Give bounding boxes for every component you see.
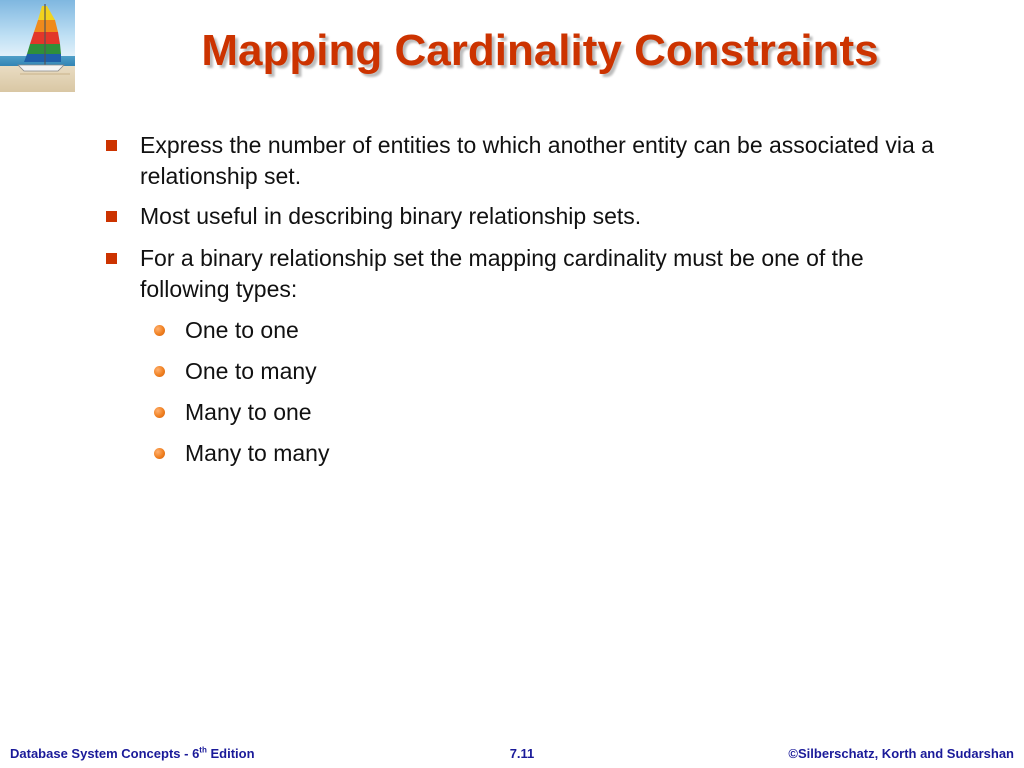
round-bullet-icon xyxy=(154,407,165,418)
slide-footer xyxy=(0,744,1024,766)
sub-bullet-item xyxy=(185,315,885,346)
slide-title: Mapping Cardinality Constraints xyxy=(201,26,879,75)
footer-page-number: 7.11 xyxy=(509,746,535,761)
square-bullet-icon xyxy=(106,253,117,264)
round-bullet-icon xyxy=(154,448,165,459)
sub-bullet-text: Many to many xyxy=(185,440,330,466)
footer-book-title-sup: th xyxy=(199,745,207,755)
bullet-text: Express the number of entities to which another entity can be associated via a relationship set. xyxy=(140,132,934,189)
sub-bullet-item xyxy=(185,397,885,428)
bullet-text: Most useful in describing binary relationship sets. xyxy=(140,203,642,229)
bullet-text: For a binary relationship set the mapping cardinality must be one of the following types: xyxy=(140,245,864,302)
bullet-item xyxy=(140,130,940,192)
footer-book-title-prefix: Database System Concepts - 6 xyxy=(10,746,200,761)
sub-bullet-text: Many to one xyxy=(185,399,312,425)
square-bullet-icon xyxy=(106,140,117,151)
bullet-item xyxy=(140,243,940,305)
footer-book-title xyxy=(10,744,255,764)
round-bullet-icon xyxy=(154,325,165,336)
sub-bullet-text: One to many xyxy=(185,358,317,384)
square-bullet-icon xyxy=(106,211,117,222)
footer-book-title-suffix: Edition xyxy=(206,746,255,761)
sub-bullet-item xyxy=(185,356,885,387)
bullet-item xyxy=(140,201,940,232)
sub-bullet-item xyxy=(185,438,885,469)
sub-bullet-text: One to one xyxy=(185,317,299,343)
round-bullet-icon xyxy=(154,366,165,377)
footer-copyright: ©Silberschatz, Korth and Sudarshan xyxy=(788,746,1014,761)
